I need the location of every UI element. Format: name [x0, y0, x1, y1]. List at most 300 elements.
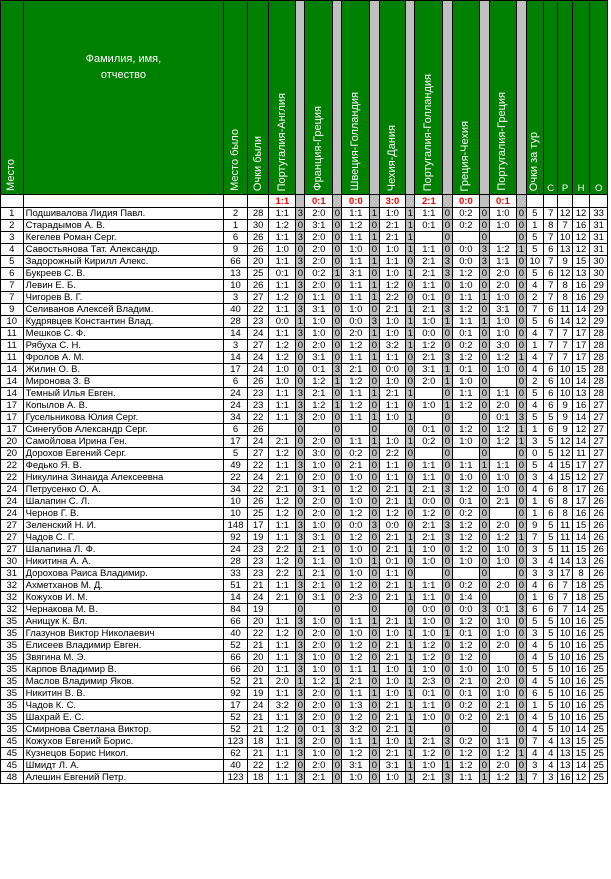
forecast-cell: 2:1	[269, 484, 296, 496]
forecast-cell: 1:0	[342, 568, 370, 580]
tour-points-cell: 5	[526, 616, 543, 628]
tour-points-cell: 1	[526, 700, 543, 712]
score-cell: 0	[297, 340, 303, 351]
score-cell: 0	[371, 712, 378, 723]
forecast-cell: 1:2	[269, 220, 296, 232]
forecast-cell: 1:2	[342, 508, 370, 520]
tour-points-cell: 1	[526, 424, 543, 436]
score-cell: 0	[518, 724, 525, 735]
score-cell: 1	[407, 544, 413, 555]
result-6: 0:0	[452, 195, 480, 208]
forecast-cell: 2:1	[379, 232, 406, 244]
score-cell: 0	[444, 292, 451, 303]
place-was-cell: 14	[224, 328, 248, 340]
s-cell: 5	[544, 448, 558, 460]
score-cell: 0	[297, 472, 303, 483]
r-cell: 13	[559, 736, 571, 747]
score-cell: 0	[297, 724, 303, 735]
forecast-cell: 2:1	[379, 616, 406, 628]
forecast-cell: 3:2	[269, 700, 296, 712]
table-row	[1, 628, 608, 640]
forecast-cell: 1:1	[452, 388, 480, 400]
forecast-cell: 1:1	[342, 388, 370, 400]
o-cell: 25	[590, 652, 608, 664]
o-cell: 29	[590, 316, 608, 328]
score-cell: 1	[371, 556, 378, 567]
forecast-cell	[452, 568, 480, 580]
o-cell: 25	[590, 592, 608, 604]
place-was-cell: 17	[224, 436, 248, 448]
score-cell: 0	[334, 220, 340, 231]
r-cell: 10	[559, 652, 571, 663]
score-cell: 1	[518, 244, 525, 255]
table-row	[1, 232, 608, 244]
s-cell: 6	[544, 580, 558, 592]
points-were-cell: 24	[247, 700, 269, 712]
score-cell: 0	[518, 460, 525, 471]
header-tour-points: Очки за тур	[526, 1, 543, 195]
table-row	[1, 472, 608, 484]
table-row	[1, 484, 608, 496]
name-cell: Жилин О. В.	[23, 364, 224, 376]
place-was-cell: 92	[224, 688, 248, 700]
score-cell: 0	[518, 556, 525, 567]
n-cell: 13	[572, 388, 589, 400]
score-cell: 0	[371, 460, 378, 471]
table-row	[1, 700, 608, 712]
forecast-cell: 2:1	[415, 304, 443, 316]
score-cell: 0	[518, 628, 525, 639]
place-cell: 32	[1, 580, 24, 592]
o-cell: 33	[590, 208, 608, 220]
r-cell: 7	[558, 604, 572, 616]
tour-points-cell: 4	[526, 280, 543, 292]
r-cell: 15	[559, 472, 571, 483]
score-cell: 0	[407, 424, 413, 435]
forecast-cell: 3:1	[489, 304, 517, 316]
header-match-5: Португалия-Голландия	[415, 1, 443, 195]
forecast-cell: 1:0	[305, 652, 333, 664]
score-cell: 0	[407, 256, 413, 267]
forecast-cell: 1:0	[415, 760, 443, 772]
place-was-cell: 10	[224, 496, 248, 508]
score-cell: 0	[371, 484, 378, 495]
place-cell: 45	[1, 760, 24, 772]
score-cell: 3	[444, 532, 451, 543]
place-cell: 3	[1, 232, 24, 244]
score-cell: 0	[518, 292, 525, 303]
forecast-cell	[415, 388, 443, 400]
score-cell: 1	[371, 328, 378, 339]
name-cell: Маслов Владимир Яков.	[23, 676, 224, 688]
score-cell: 0	[481, 532, 488, 543]
forecast-cell: 2:1	[415, 256, 443, 268]
score-cell: 0	[444, 580, 451, 591]
table-row	[1, 616, 608, 628]
table-row	[1, 580, 608, 592]
forecast-cell: 1:1	[415, 280, 443, 292]
score-cell: 0	[407, 448, 413, 459]
score-cell: 0	[481, 328, 488, 339]
points-were-cell: 27	[247, 292, 269, 304]
forecast-cell: 0:0	[415, 496, 443, 508]
name-cell: Чадов С. Г.	[23, 532, 224, 544]
score-cell: 3	[444, 256, 451, 267]
place-cell: 11	[1, 352, 24, 364]
table-row	[1, 532, 608, 544]
table-row	[1, 316, 608, 328]
score-cell: 0	[481, 520, 488, 531]
place-cell: 20	[1, 436, 24, 448]
header-col-s: С	[544, 1, 558, 195]
score-cell: 0	[518, 472, 525, 483]
forecast-cell: 1:1	[415, 244, 443, 256]
score-cell: 0	[481, 352, 488, 363]
r-cell: 12	[559, 448, 571, 459]
name-cell: Смирнова Светлана Виктор.	[23, 724, 224, 736]
table-row	[1, 496, 608, 508]
n-cell: 12	[572, 424, 589, 436]
score-cell: 1	[444, 400, 451, 411]
header-place-was: Место было	[224, 1, 248, 195]
score-cell: 1	[371, 208, 378, 219]
forecast-cell: 1:2	[269, 292, 296, 304]
forecast-cell: 1:1	[415, 700, 443, 712]
s-cell: 5	[544, 544, 558, 556]
score-cell: 0	[444, 724, 451, 735]
forecast-cell: 2:0	[489, 760, 517, 772]
score-cell: 0	[444, 436, 451, 447]
n-cell: 14	[572, 760, 589, 772]
forecast-cell: 1:0	[379, 376, 406, 388]
points-were-cell: 26	[247, 280, 269, 292]
r-cell: 14	[559, 316, 571, 327]
score-cell: 1	[371, 616, 378, 627]
table-row	[1, 352, 608, 364]
points-were-cell: 21	[247, 676, 269, 688]
points-were-cell: 21	[247, 640, 269, 652]
table-row	[1, 604, 608, 616]
score-cell: 0	[444, 616, 451, 627]
score-cell: 3	[371, 520, 378, 531]
forecast-cell: 1:0	[489, 208, 517, 220]
forecast-cell: 1:1	[415, 472, 443, 484]
forecast-cell	[342, 424, 370, 436]
forecast-cell: 1:0	[415, 712, 443, 724]
points-were-cell: 30	[247, 220, 269, 232]
forecast-cell: 2:0	[305, 280, 333, 292]
forecast-cell	[452, 412, 480, 424]
n-cell: 13	[572, 556, 589, 568]
table-row	[1, 244, 608, 256]
score-cell: 1	[407, 496, 413, 507]
score-cell: 1	[407, 532, 413, 543]
score-cell: 0	[371, 448, 378, 459]
score-cell: 0	[334, 436, 340, 447]
tour-points-cell: 1	[526, 496, 543, 508]
forecast-cell: 3:2	[379, 340, 406, 352]
forecast-cell: 1:1	[452, 292, 480, 304]
forecast-cell: 2:1	[379, 388, 406, 400]
score-cell: 0	[297, 376, 303, 387]
place-cell: 35	[1, 712, 24, 724]
o-cell: 25	[590, 724, 608, 736]
score-cell: 1	[371, 232, 378, 243]
forecast-cell: 2:0	[269, 676, 296, 688]
forecast-cell: 0:1	[305, 724, 333, 736]
score-cell: 0	[371, 676, 378, 687]
forecast-cell: 2:0	[305, 640, 333, 652]
score-cell: 3	[297, 580, 303, 591]
score-cell: 0	[334, 568, 340, 579]
forecast-cell: 1:1	[379, 460, 406, 472]
forecast-cell: 2:1	[269, 436, 296, 448]
o-cell: 25	[590, 664, 608, 676]
n-cell: 17	[572, 352, 589, 364]
place-cell: 9	[1, 304, 24, 316]
score-cell: 3	[518, 604, 525, 615]
forecast-cell: 1:2	[269, 448, 296, 460]
result-2: 0:1	[305, 195, 333, 208]
forecast-cell: 1:0	[342, 556, 370, 568]
forecast-cell: 2:0	[489, 676, 517, 688]
score-cell: 0	[481, 652, 488, 663]
forecast-cell: 0:1	[452, 364, 480, 376]
score-cell: 0	[334, 232, 340, 243]
score-cell: 1	[444, 316, 451, 327]
score-cell: 0	[334, 760, 340, 771]
n-cell: 16	[572, 220, 589, 232]
forecast-cell: 2:0	[489, 580, 517, 592]
forecast-cell: 0:0	[415, 604, 443, 616]
r-cell: 13	[559, 244, 571, 255]
forecast-cell: 2:0	[489, 400, 517, 412]
forecast-cell: 1:0	[452, 664, 480, 676]
score-cell: 1	[444, 628, 451, 639]
o-cell: 25	[590, 748, 608, 760]
name-cell: Глазунов Виктор Николаевич	[23, 628, 224, 640]
forecast-cell: 1:1	[342, 688, 370, 700]
score-cell: 0	[518, 256, 525, 267]
place-was-cell: 123	[224, 772, 248, 784]
score-cell: 0	[334, 688, 340, 699]
score-cell: 0	[334, 532, 340, 543]
r-cell: 13	[559, 760, 571, 771]
score-cell: 0	[407, 604, 413, 615]
r-cell: 10	[559, 676, 571, 687]
o-cell: 27	[590, 460, 608, 472]
forecast-cell: 1:0	[379, 244, 406, 256]
forecast-cell: 2:0	[489, 640, 517, 652]
place-was-cell: 84	[224, 604, 248, 616]
score-cell: 1	[371, 436, 378, 447]
score-cell: 1	[334, 376, 340, 387]
tour-points-cell: 7	[526, 532, 543, 544]
tour-points-cell: 4	[526, 484, 543, 496]
o-cell: 28	[590, 388, 608, 400]
place-cell: 14	[1, 376, 24, 388]
forecast-cell: 1:1	[342, 280, 370, 292]
forecast-cell: 1:1	[415, 460, 443, 472]
n-cell: 16	[572, 640, 589, 652]
s-cell: 5	[544, 652, 558, 664]
forecast-cell: 1:2	[415, 340, 443, 352]
n-cell: 12	[572, 316, 589, 328]
forecast-cell	[415, 232, 443, 244]
score-cell: 0	[518, 580, 525, 591]
score-cell: 0	[518, 280, 525, 291]
place-was-cell: 24	[224, 388, 248, 400]
name-cell: Никулина Зинаида Алексеевна	[23, 472, 224, 484]
forecast-cell: 1:0	[415, 628, 443, 640]
s-cell: 5	[544, 676, 558, 688]
score-cell: 0	[407, 556, 413, 567]
place-cell: 2	[1, 220, 24, 232]
forecast-cell: 2:1	[379, 748, 406, 760]
forecast-cell	[489, 376, 517, 388]
score-cell: 3	[297, 412, 303, 423]
forecast-cell: 3:1	[342, 268, 370, 280]
place-cell: 35	[1, 664, 24, 676]
r-cell: 11	[558, 520, 572, 532]
score-cell: 0	[334, 592, 340, 603]
score-cell: 0	[334, 616, 340, 627]
forecast-cell: 1:0	[415, 544, 443, 556]
tour-points-cell: 4	[526, 748, 543, 760]
forecast-cell: 1:0	[489, 220, 517, 232]
forecast-cell: 2:1	[379, 484, 406, 496]
score-cell: 0	[444, 544, 451, 555]
n-cell: 16	[572, 664, 589, 676]
forecast-cell: 1:1	[269, 712, 296, 724]
header-match-4: Чехия-Дания	[379, 1, 406, 195]
table-row	[1, 688, 608, 700]
name-cell: Анищук К. Вл.	[23, 616, 224, 628]
forecast-cell: 2:1	[489, 496, 517, 508]
n-cell: 17	[572, 484, 589, 496]
score-cell: 1	[518, 436, 525, 447]
forecast-cell: 1:1	[379, 568, 406, 580]
o-cell: 26	[590, 484, 608, 496]
forecast-cell: 1:1	[342, 736, 370, 748]
score-cell: 1	[297, 544, 303, 555]
s-cell: 7	[544, 232, 558, 244]
o-cell: 26	[590, 496, 608, 508]
score-cell: 1	[407, 592, 413, 603]
forecast-cell: 1:1	[269, 532, 296, 544]
o-cell: 25	[590, 760, 608, 772]
score-cell: 0	[371, 568, 378, 579]
score-cell: 1	[407, 340, 413, 351]
forecast-cell: 3:0	[489, 340, 517, 352]
points-were-cell: 22	[247, 412, 269, 424]
tour-points-cell: 1	[526, 340, 543, 352]
score-cell: 0	[407, 352, 413, 363]
score-cell: 0	[518, 508, 525, 519]
forecast-cell: 0:2	[305, 268, 333, 280]
score-cell: 0	[518, 232, 525, 243]
score-cell: 0	[481, 364, 488, 375]
o-cell: 25	[590, 772, 608, 784]
points-were-cell: 26	[247, 496, 269, 508]
score-cell: 1	[297, 316, 303, 327]
forecast-cell: 2:0	[305, 436, 333, 448]
place-was-cell: 14	[224, 352, 248, 364]
score-cell: 1	[407, 484, 413, 495]
score-cell: 0	[371, 532, 378, 543]
s-cell: 5	[544, 724, 558, 736]
score-cell: 1	[371, 664, 378, 675]
place-was-cell: 1	[224, 220, 248, 232]
score-cell: 1	[297, 676, 303, 687]
r-cell: 17	[559, 568, 571, 579]
place-cell: 27	[1, 544, 24, 556]
forecast-cell: 2:1	[379, 700, 406, 712]
forecast-cell: 1:0	[489, 616, 517, 628]
forecast-cell: 2:1	[415, 352, 443, 364]
points-were-cell: 20	[247, 664, 269, 676]
forecast-cell: 1:2	[269, 352, 296, 364]
n-cell: 15	[572, 256, 589, 268]
result-3: 0:0	[342, 195, 370, 208]
forecast-cell: 0:1	[452, 688, 480, 700]
score-cell: 0	[371, 700, 378, 711]
score-cell: 0	[444, 700, 451, 711]
forecast-cell: 0:0	[415, 328, 443, 340]
r-cell: 10	[559, 664, 571, 675]
forecast-cell: 0:2	[452, 220, 480, 232]
s-cell: 5	[544, 616, 558, 628]
score-cell: 1	[407, 688, 413, 699]
forecast-cell: 2:0	[342, 328, 370, 340]
forecast-cell: 0:2	[415, 436, 443, 448]
forecast-cell: 2:1	[379, 712, 406, 724]
score-cell: 0	[481, 544, 488, 555]
forecast-cell: 2:0	[305, 700, 333, 712]
o-cell: 30	[590, 256, 608, 268]
name-cell: Кузнецов Борис Никол.	[23, 748, 224, 760]
table-row	[1, 736, 608, 748]
score-cell: 0	[334, 628, 340, 639]
forecast-cell: 1:1	[342, 412, 370, 424]
forecast-cell: 1:1	[269, 304, 296, 316]
score-cell: 3	[297, 640, 303, 651]
name-cell: Копылов А. В.	[23, 400, 224, 412]
forecast-cell: 2:0	[489, 280, 517, 292]
name-cell: Шмидт Л. А.	[23, 760, 224, 772]
place-was-cell: 49	[224, 460, 248, 472]
forecast-cell: 0:1	[415, 424, 443, 436]
forecast-cell: 0:0	[379, 520, 406, 532]
score-cell: 3	[444, 772, 451, 783]
n-cell: 17	[572, 496, 589, 508]
score-cell: 0	[518, 736, 525, 747]
r-cell: 10	[559, 364, 571, 375]
score-cell: 0	[481, 436, 488, 447]
forecast-cell: 1:1	[269, 640, 296, 652]
place-cell: 45	[1, 736, 24, 748]
name-cell: Шалапин С. Л.	[23, 496, 224, 508]
points-were-cell: 26	[247, 244, 269, 256]
forecast-cell: 1:0	[415, 556, 443, 568]
forecast-cell	[305, 604, 333, 616]
n-cell: 16	[572, 628, 589, 640]
forecast-cell: 1:2	[342, 748, 370, 760]
tour-points-cell: 4	[526, 712, 543, 724]
n-cell: 12	[572, 472, 589, 484]
score-cell: 0	[407, 472, 413, 483]
tour-points-cell: 3	[526, 628, 543, 640]
